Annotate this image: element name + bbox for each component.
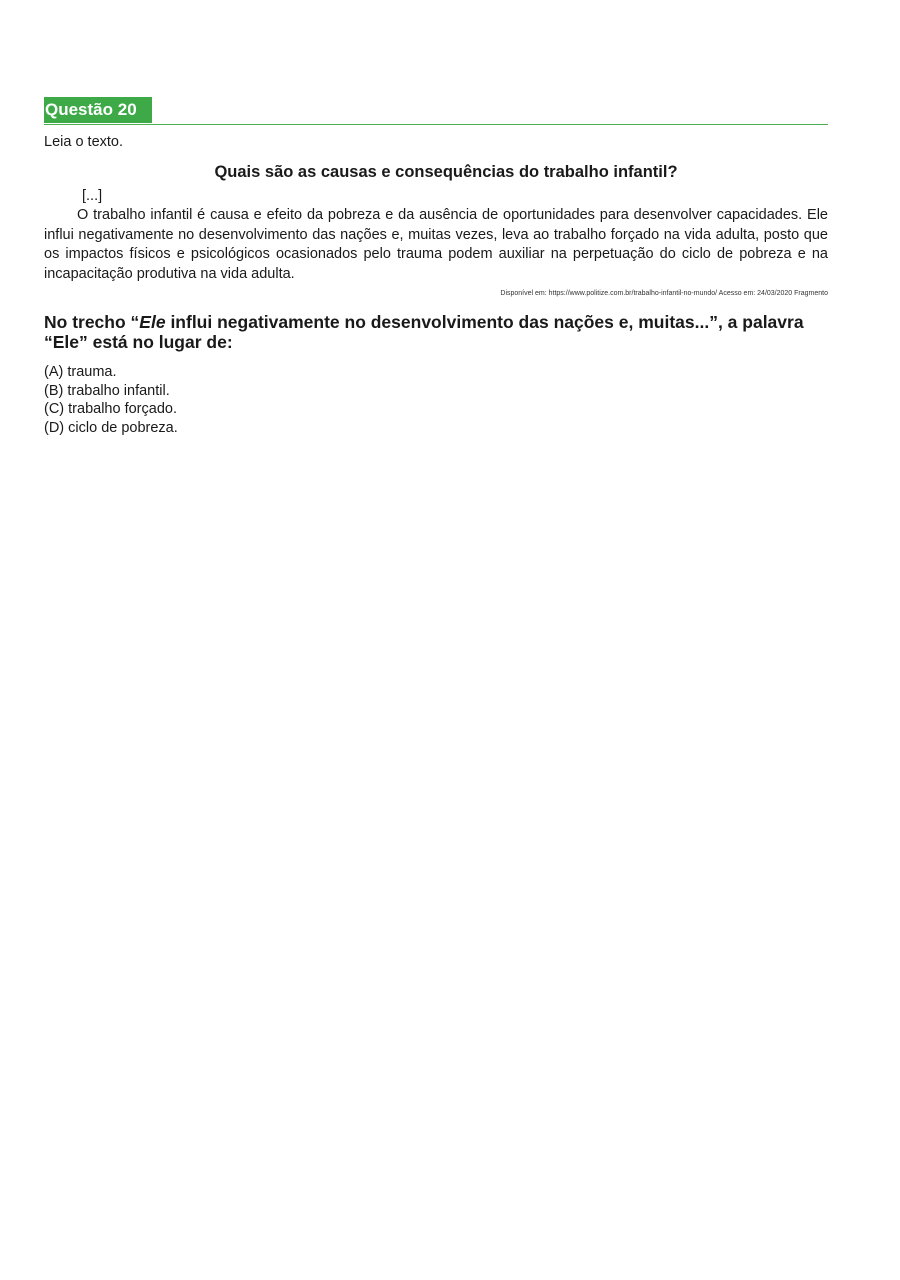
source-citation: Disponível em: https://www.politize.com.br/trabalho-infantil-no-mundo/ Acesso em: 24/03/2020 Fragmento <box>500 290 828 297</box>
text-paragraph: O trabalho infantil é causa e efeito da pobreza e da ausência de oportunidades para desenvolver capacidades. Ele influi negativamente no desenvolvimento das nações e, muitas vezes, leva ao trabalho forçado na vida adulta, posto que os impactos físicos e psicológicos ocasionados pelo trauma podem auxiliar na perpetuação do ciclo de pobreza e na incapacitação produtiva na vida adulta. <box>44 207 828 282</box>
option-b[interactable]: (B) trabalho infantil. <box>44 382 170 399</box>
text-ellipsis: [...] <box>82 188 103 204</box>
question-header <box>44 97 828 125</box>
text-title: Quais são as causas e consequências do trabalho infantil? <box>214 163 678 181</box>
question-number-badge: Questão 20 <box>44 97 152 123</box>
question-instruction: Leia o texto. <box>44 134 123 150</box>
prompt-italic-word: Ele <box>139 312 166 332</box>
option-a[interactable]: (A) trauma. <box>44 364 117 380</box>
question-page <box>44 97 828 452</box>
question-prompt <box>44 312 828 352</box>
option-d[interactable]: (D) ciclo de pobreza. <box>44 419 178 436</box>
answer-options <box>44 363 828 437</box>
option-c[interactable]: (C) trabalho forçado. <box>44 401 177 417</box>
prompt-prefix: No trecho “ <box>44 312 140 332</box>
prompt-suffix: influi negativamente no desenvolvimento das nações e, muitas...”, a palavra “Ele” está no lugar de: <box>44 312 804 352</box>
